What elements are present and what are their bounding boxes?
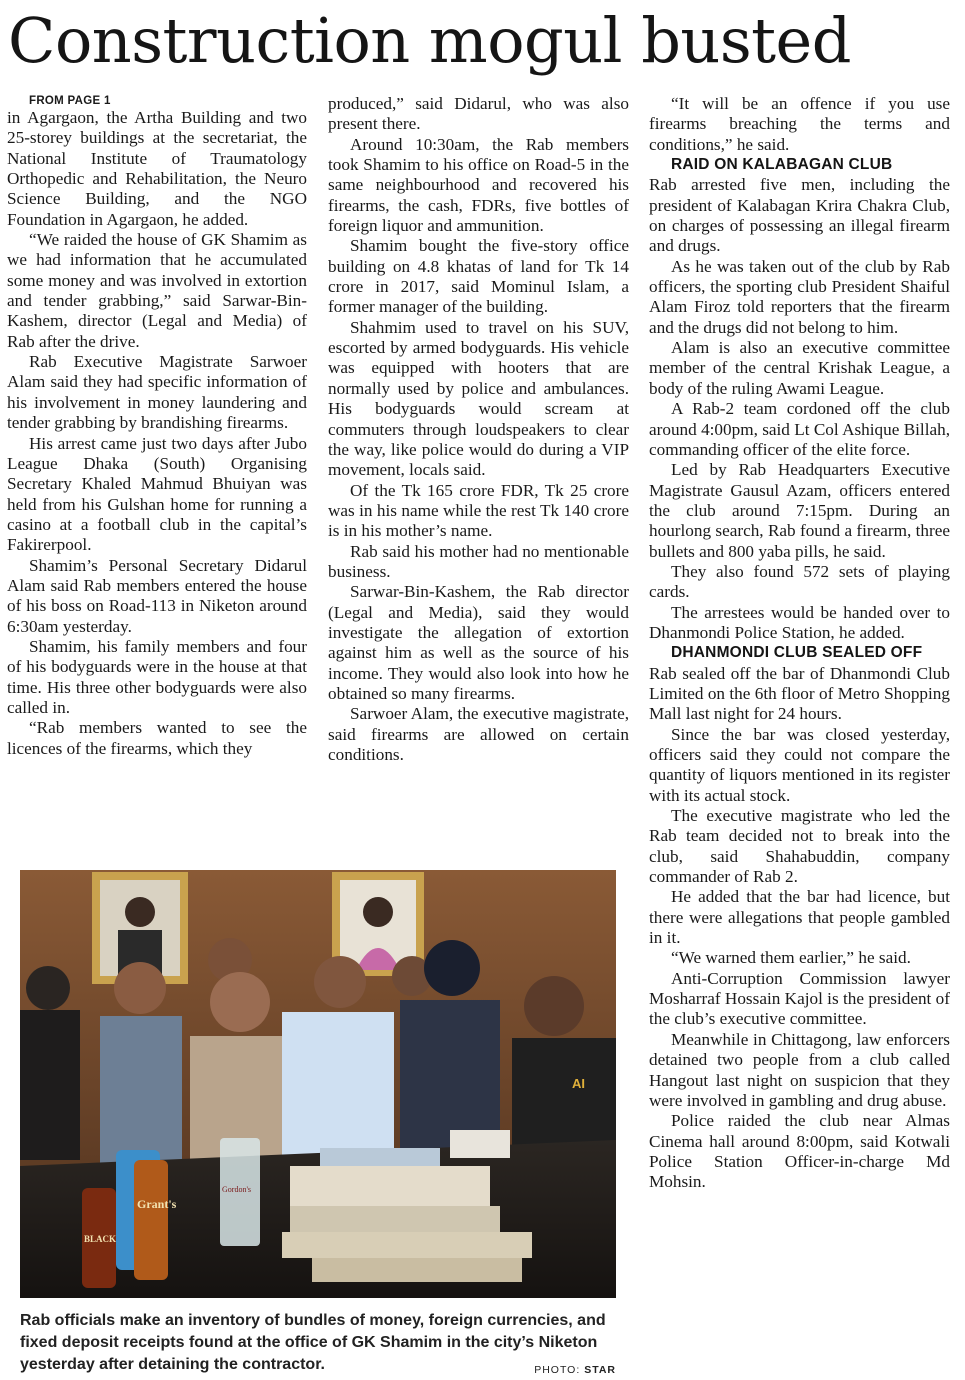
- paragraph: A Rab-2 team cordoned off the club around 4:00pm, said Lt Col Ashique Billah, commanding officer of the elite force.: [649, 399, 950, 459]
- article-column-2: [328, 94, 629, 765]
- paragraph: in Agargaon, the Artha Building and two 25-storey buildings at the secretariat, the National Institute of Traumatology Orthopedic and Rehabilitation, the Neuro Science Building, and the NGO Foundation in Agargaon, he added.: [7, 108, 307, 229]
- paragraph: As he was taken out of the club by Rab officers, the sporting club President Shaiful Alam Firoz told reporters that the firearm and the drugs did not belong to him.: [649, 256, 950, 337]
- continuation-kicker: FROM PAGE 1: [29, 95, 111, 107]
- bottle-label-black: BLACK: [84, 1234, 117, 1244]
- photo-caption: Rab officials make an inventory of bundles of money, foreign currencies, and fixed deposit receipts found at the office of GK Shamim in the city’s Niketon yesterday after detaining the contractor.: [20, 1312, 606, 1373]
- paragraph: The arrestees would be handed over to Dhanmondi Police Station, he added.: [649, 602, 950, 642]
- credit-label: PHOTO:: [534, 1364, 585, 1376]
- paragraph: produced,” said Didarul, who was also present there.: [328, 94, 629, 134]
- paragraph: Anti-Corruption Commission lawyer Mosharraf Hossain Kajol is the president of the club’s executive committee.: [649, 968, 950, 1029]
- paragraph: Rab Executive Magistrate Sarwoer Alam said they had specific information of his involvement in money laundering and tender grabbing by brandishing firearms.: [7, 352, 307, 433]
- paragraph: Shamim, his family members and four of his bodyguards were in the house at that time. His three other bodyguards were also called in.: [7, 636, 307, 717]
- paragraph: He added that the bar had licence, but there were allegations that people gambled in it.: [649, 887, 950, 948]
- paragraph: Meanwhile in Chittagong, law enforcers detained two people from a club called Hangout last night on suspicion that they were involved in gambling and drug abuse.: [649, 1029, 950, 1110]
- credit-source: STAR: [584, 1364, 616, 1376]
- paragraph: They also found 572 sets of playing cards.: [649, 561, 950, 602]
- paragraph: Around 10:30am, the Rab members took Shamim to his office on Road-5 in the same neighbourhood and recovered his firearms, the cash, FDRs, five bottles of foreign liquor and ammunition.: [328, 134, 629, 236]
- paragraph: Rab sealed off the bar of Dhanmondi Club Limited on the 6th floor of Metro Shopping Mall last night for 24 hours.: [649, 663, 950, 724]
- photo-illustration: [20, 870, 616, 1298]
- paragraph: Shahmim used to travel on his SUV, escorted by armed bodyguards. His vehicle was equipped with hooters that are normally used by police and ambulances. His bodyguards would scream at commuters through loudspeakers to clear the way, like police would do during a VIP movement, locals said.: [328, 317, 629, 480]
- paragraph: “It will be an offence if you use firearms breaching the terms and conditions,” he said.: [649, 94, 950, 154]
- paragraph: The executive magistrate who led the Rab team decided not to break into the club, said Shahabuddin, company commander of Rab 2.: [649, 806, 950, 887]
- paragraph: “Rab members wanted to see the licences of the firearms, which they: [7, 718, 307, 758]
- paragraph: Alam is also an executive committee member of the central Krishak League, a body of the ruling Awami League.: [649, 338, 950, 398]
- vest-logo-text: AI: [572, 1076, 585, 1091]
- paragraph: Since the bar was closed yesterday, officers said they could not compare the quantity of liquors mentioned in its register with its actual stock.: [649, 724, 950, 805]
- news-photo: [20, 870, 616, 1298]
- paragraph: Sarwoer Alam, the executive magistrate, said firearms are allowed on certain conditions.: [328, 704, 629, 764]
- subhead-kalabagan: RAID ON KALABAGAN CLUB: [671, 156, 893, 174]
- photo-credit: [520, 1364, 616, 1376]
- article-column-1: [7, 94, 307, 759]
- paragraph: “We warned them earlier,” he said.: [671, 948, 911, 968]
- bottle-label-grants: Grant's: [137, 1197, 177, 1211]
- paragraph: Shamim bought the five-story office building on 4.8 khatas of land for Tk 14 crore in 2017, said Mominul Islam, a former manager of the building.: [328, 236, 629, 317]
- paragraph: Rab arrested five men, including the president of Kalabagan Krira Chakra Club, on charges of possessing an illegal firearm and drugs.: [649, 175, 950, 256]
- bottle-label-gordons: Gordon's: [222, 1185, 251, 1194]
- paragraph: “We raided the house of GK Shamim as we had information that he accumulated some money and was involved in extortion and tender grabbing,” said Sarwar-Bin-Kashem, director (Legal and Media) of Rab after the drive.: [7, 230, 307, 351]
- paragraph: Police raided the club near Almas Cinema hall around 8:00pm, said Kotwali Police Station Officer-in-charge Md Mohsin.: [649, 1111, 950, 1192]
- subhead-dhanmondi: DHANMONDI CLUB SEALED OFF: [671, 644, 923, 662]
- paragraph: Of the Tk 165 crore FDR, Tk 25 crore was in his name while the rest Tk 140 crore is in his mother’s name.: [328, 480, 629, 541]
- paragraph: Rab said his mother had no mentionable business.: [328, 541, 629, 581]
- article-column-3: [649, 94, 950, 1193]
- paragraph: Shamim’s Personal Secretary Didarul Alam said Rab members entered the house of his boss on Road-113 in Niketon around 6:30am yesterday.: [7, 555, 307, 636]
- paragraph: His arrest came just two days after Jubo League Dhaka (South) Organising Secretary Khaled Mahmud Bhuiyan was held from his Gulshan home for running a casino at a football club in the capital’s Fakirerpool.: [7, 433, 307, 555]
- paragraph: Sarwar-Bin-Kashem, the Rab director (Legal and Media), said they would investigate the allegation of extortion against him as well as the source of his income. They would also look into how he obtained so many firearms.: [328, 582, 629, 703]
- paragraph: Led by Rab Headquarters Executive Magistrate Gausul Azam, officers entered the club around 7:15pm. During an hourlong search, Rab found a firearm, three bullets and 800 yaba pills, he said.: [649, 460, 950, 561]
- headline: Construction mogul busted: [8, 4, 851, 77]
